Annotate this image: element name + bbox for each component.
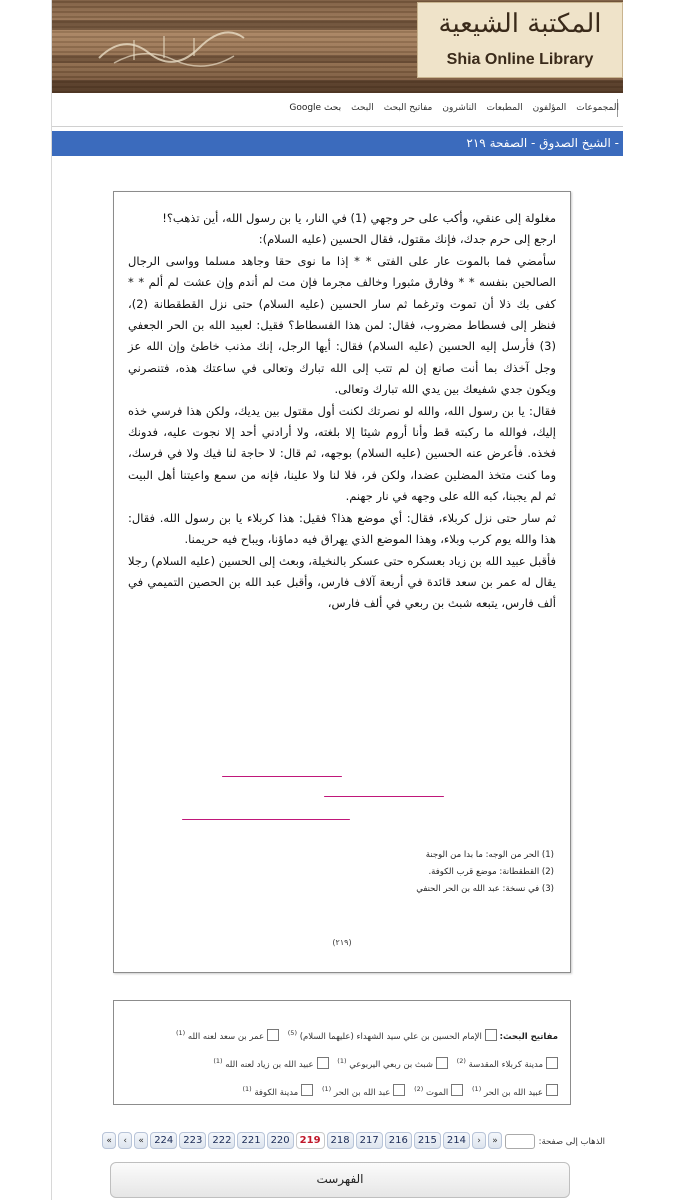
page-button[interactable]: 215	[414, 1132, 441, 1149]
keyword-count: (5)	[287, 1029, 297, 1037]
pagination	[80, 1132, 605, 1152]
page-button[interactable]: 217	[356, 1132, 383, 1149]
keyword-item[interactable]	[472, 1077, 558, 1105]
keyword-item[interactable]	[457, 1049, 558, 1077]
keyword-item[interactable]	[176, 1021, 279, 1049]
basmala-calligraphy	[94, 28, 254, 68]
prev-page-button[interactable]: ‹	[472, 1132, 486, 1149]
page-button[interactable]: 220	[267, 1132, 294, 1149]
keyword-checkbox[interactable]	[546, 1057, 558, 1069]
keyword-count: (1)	[175, 1029, 186, 1037]
current-page-button[interactable]: 219	[296, 1132, 325, 1149]
footnotes	[254, 847, 554, 898]
page-title: - الشيخ الصدوق - الصفحة ٢١٩	[466, 136, 619, 150]
paragraph: فأقبل عبيد الله بن زياد بعسكره حتى عسكر بالنخيلة، وبعث إلى الحسين (عليه السلام) رجلا يقال له عمر بن سعد قائدة في أربعة آلاف فارس، وأقبل عبد الله بن الحصين التميمي في ألف فارس، يتبعه شبث بن ربعي في ألف فارس،	[128, 553, 556, 611]
keyword-checkbox[interactable]	[546, 1084, 558, 1096]
keyword-text[interactable]: مدينة كربلاء المقدسة	[468, 1059, 543, 1070]
keyword-item[interactable]	[242, 1077, 313, 1105]
keyword-item[interactable]	[322, 1077, 405, 1105]
highlight-underline	[182, 819, 350, 820]
page-title-bar	[52, 131, 623, 156]
keyword-item[interactable]	[288, 1021, 497, 1049]
last-page-button[interactable]: »	[102, 1132, 116, 1149]
page-button[interactable]: 221	[237, 1132, 264, 1149]
footnote: (2) القطقطانة: موضع قرب الكوفة.	[428, 867, 554, 877]
search-keywords-box	[113, 1000, 571, 1105]
keyword-checkbox[interactable]	[317, 1057, 329, 1069]
keyword-count: (2)	[414, 1084, 424, 1093]
keywords-label: مفاتيح البحث:	[499, 1031, 558, 1042]
keyword-text[interactable]: مدينة الكوفة	[254, 1087, 299, 1098]
page-text	[128, 208, 556, 615]
keyword-text[interactable]: عمر بن سعد لعنه الله	[187, 1031, 265, 1042]
keyword-text[interactable]: الموت	[426, 1087, 449, 1098]
page-number: (٢١٩)	[332, 938, 352, 947]
keyword-text[interactable]: عبيد الله بن زياد لعنه الله	[225, 1059, 314, 1070]
highlight-underline	[222, 776, 342, 777]
page-button[interactable]: 222	[208, 1132, 235, 1149]
page-buttons	[102, 1132, 502, 1149]
page-button[interactable]: 216	[385, 1132, 412, 1149]
nav-authors[interactable]: المؤلفون	[532, 103, 567, 113]
more-pages-button[interactable]: »	[134, 1132, 148, 1149]
paragraph: فقال: يا بن رسول الله، والله لو نصرتك لكنت أول مقتول بين يديك، ولكن هذا فرسي خذه إليك، فوالله ما ركبته قط وأنا أروم شيئا إلا بلغته، ولا أرادني أحد إلا نجوت عليه، فدونك فخذه. فأعرض عنه الحسين (عليه السلام) بوجهه، ثم قال: لا حاجة لنا فيك ولا في فرسك، وما كنت متخذ المضلين عضدا، ولكن فر، فلا لنا ولا علينا، فإنه من سمع واعيتنا أهل البيت ثم لم يجبنا، كبه الله على وجهه في نار جهنم.	[128, 403, 556, 504]
nav-google-search[interactable]: بحث Google	[289, 103, 342, 113]
keyword-item[interactable]	[337, 1049, 448, 1077]
left-margin	[0, 0, 52, 1200]
page-shadow	[51, 0, 52, 1200]
banner-shelf	[52, 80, 623, 93]
site-banner	[52, 0, 623, 93]
nav-printers[interactable]: المطبعات	[486, 103, 523, 113]
keywords-list	[128, 1021, 558, 1104]
page-button[interactable]: 214	[443, 1132, 470, 1149]
first-page-button[interactable]: «	[488, 1132, 502, 1149]
keyword-checkbox[interactable]	[436, 1057, 448, 1069]
page-button[interactable]: 218	[327, 1132, 354, 1149]
keyword-checkbox[interactable]	[393, 1084, 405, 1096]
keyword-checkbox[interactable]	[451, 1084, 463, 1096]
keyword-count: (1)	[213, 1056, 223, 1065]
footnote: (3) في نسخة: عبد الله بن الحر الحنفي	[416, 884, 554, 894]
nav-search[interactable]: البحث	[351, 103, 374, 113]
paragraph: مغلولة إلى عنقي، وأكب على حر وجهي (1) في النار، يا بن رسول الله، أين تذهب؟!	[162, 211, 556, 225]
next-page-button[interactable]: ›	[118, 1132, 132, 1149]
logo-english: Shia Online Library	[446, 51, 594, 68]
keyword-item[interactable]	[213, 1049, 328, 1077]
keyword-text[interactable]: عبيد الله بن الحر	[483, 1087, 543, 1098]
nav-collections[interactable]: المجموعات	[576, 103, 619, 113]
paragraph: ارجع إلى حرم جدك، فإنك مقتول، فقال الحسين (عليه السلام):	[258, 232, 556, 247]
keyword-count: (1)	[337, 1056, 347, 1065]
highlight-underline	[324, 796, 444, 797]
main-nav	[52, 93, 623, 127]
keyword-count: (1)	[472, 1084, 482, 1093]
paragraph: سأمضي فما بالموت عار على الفتى * * إذا ما نوى حقا وجاهد مسلما وواسى الرجال الصالحين بنفسه * * وفارق مثبورا وخالف مجرما فإن مت لم أندم وإن عشت لم ألم * * كفى بك ذلا أن تموت وترغما ثم سار الحسين (عليه السلام) حتى نزل القطقطانة (2)، فنظر إلى فسطاط مضروب، فقال: لمن هذا الفسطاط؟ فقيل: لعبيد الله بن الحر الجعفي (3) فأرسل إليه الحسين (عليه السلام) فقال: أيها الرجل، إنك مذنب خاطئ وإن الله عز وجل آخذك بما أنت صانع إن لم تتب إلى الله تبارك وتعالى في ساعتك هذه، فتنصرني ويكون جدي شفيعك بين يدي الله تبارك وتعالى.	[128, 253, 556, 397]
page-button[interactable]: 223	[179, 1132, 206, 1149]
keyword-checkbox[interactable]	[267, 1029, 279, 1041]
nav-keywords[interactable]: مفاتيح البحث	[383, 103, 433, 113]
goto-page-label: الذهاب إلى صفحة:	[538, 1137, 605, 1147]
book-page	[113, 191, 571, 973]
footnote: (1) الحر من الوجه: ما بدا من الوجنة	[425, 850, 554, 860]
keyword-checkbox[interactable]	[485, 1029, 497, 1041]
index-button[interactable]: الفهرست	[110, 1162, 570, 1198]
keyword-item[interactable]	[414, 1077, 463, 1105]
keyword-text[interactable]: الإمام الحسين بن علي سيد الشهداء (عليهما السلام)	[299, 1031, 482, 1042]
paragraph: ثم سار حتى نزل كربلاء، فقال: أي موضع هذا؟ فقيل: هذا كربلاء يا بن رسول الله. فقال: هذا والله يوم كرب وبلاء، وهذا الموضع الذي يهراق فيه دماؤنا، ويباح فيه حريمنا.	[128, 510, 556, 547]
nav-publishers[interactable]: الناشرون	[442, 103, 477, 113]
site-logo[interactable]	[417, 2, 623, 78]
keyword-count: (1)	[242, 1084, 252, 1093]
keyword-count: (2)	[456, 1056, 466, 1065]
goto-page-input[interactable]	[505, 1134, 535, 1149]
keyword-count: (1)	[321, 1084, 332, 1093]
logo-arabic: المكتبة الشيعية	[438, 9, 602, 39]
page-button[interactable]: 224	[150, 1132, 177, 1149]
keyword-text[interactable]: عبد الله بن الحر	[333, 1087, 391, 1098]
right-margin	[623, 0, 675, 1200]
nav-items	[289, 103, 619, 113]
keyword-checkbox[interactable]	[301, 1084, 313, 1096]
keyword-text[interactable]: شبث بن ربعي اليربوعي	[349, 1059, 433, 1070]
